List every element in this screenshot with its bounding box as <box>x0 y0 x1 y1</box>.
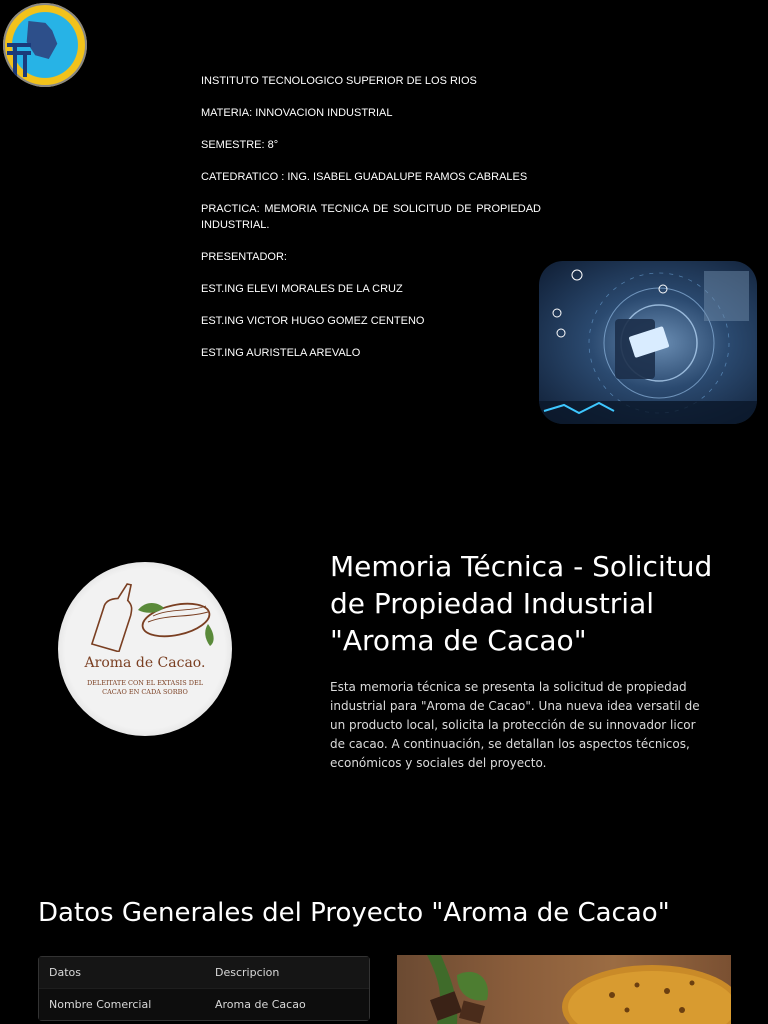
info-student-1: EST.ING ELEVI MORALES DE LA CRUZ <box>201 283 403 295</box>
cacao-illustration <box>397 955 731 1024</box>
tech-illustration <box>539 261 757 424</box>
info-presenter-label: PRESENTADOR: <box>201 251 287 263</box>
intro-paragraph: Esta memoria técnica se presenta la solicitud de propiedad industrial para "Aroma de Cacao". Una nueva idea versatil de un producto local, solicita la protección de su innovador licor de cacao. A continuación, se detallan los aspectos técnicos, económicos y sociales del proyecto. <box>330 680 700 770</box>
aroma-de-cacao-logo-icon <box>58 562 232 736</box>
project-data-table <box>38 956 370 1021</box>
table-cell: Aroma de Cacao <box>205 988 369 1020</box>
industrial-technology-image <box>539 261 757 424</box>
table-header-datos: Datos <box>39 957 205 988</box>
info-professor: CATEDRATICO : ING. ISABEL GUADALUPE RAMOS CABRALES <box>201 171 528 183</box>
cacao-pods-photo <box>397 955 731 1024</box>
table-header-row <box>39 957 369 988</box>
section-title: Datos Generales del Proyecto "Aroma de Cacao" <box>38 898 670 928</box>
table-header-descripcion: Descripcion <box>205 957 369 988</box>
logo-bars <box>7 43 37 81</box>
bottle-and-cacao-drawing <box>58 562 232 652</box>
info-subject: MATERIA: INNOVACION INDUSTRIAL <box>201 107 393 119</box>
aroma-tagline: DELEITATE CON EL EXTASIS DEL CACAO EN CADA SORBO <box>86 679 204 696</box>
info-student-3: EST.ING AURISTELA AREVALO <box>201 347 361 359</box>
info-practice: PRACTICA: MEMORIA TECNICA DE SOLICITUD DE PROPIEDAD INDUSTRIAL. <box>201 203 541 231</box>
presentation-info <box>201 73 541 377</box>
page-title: Memoria Técnica - Solicitud de Propiedad Industrial "Aroma de Cacao" <box>330 550 713 657</box>
table-cell: Nombre Comercial <box>39 988 205 1020</box>
aroma-brand-name: Aroma de Cacao. <box>84 655 206 671</box>
table-row <box>39 988 369 1020</box>
info-institute: INSTITUTO TECNOLOGICO SUPERIOR DE LOS RIOS <box>201 75 477 87</box>
institute-logo-icon <box>3 3 87 87</box>
info-semester: SEMESTRE: 8° <box>201 139 279 151</box>
info-student-2: EST.ING VICTOR HUGO GOMEZ CENTENO <box>201 315 425 327</box>
